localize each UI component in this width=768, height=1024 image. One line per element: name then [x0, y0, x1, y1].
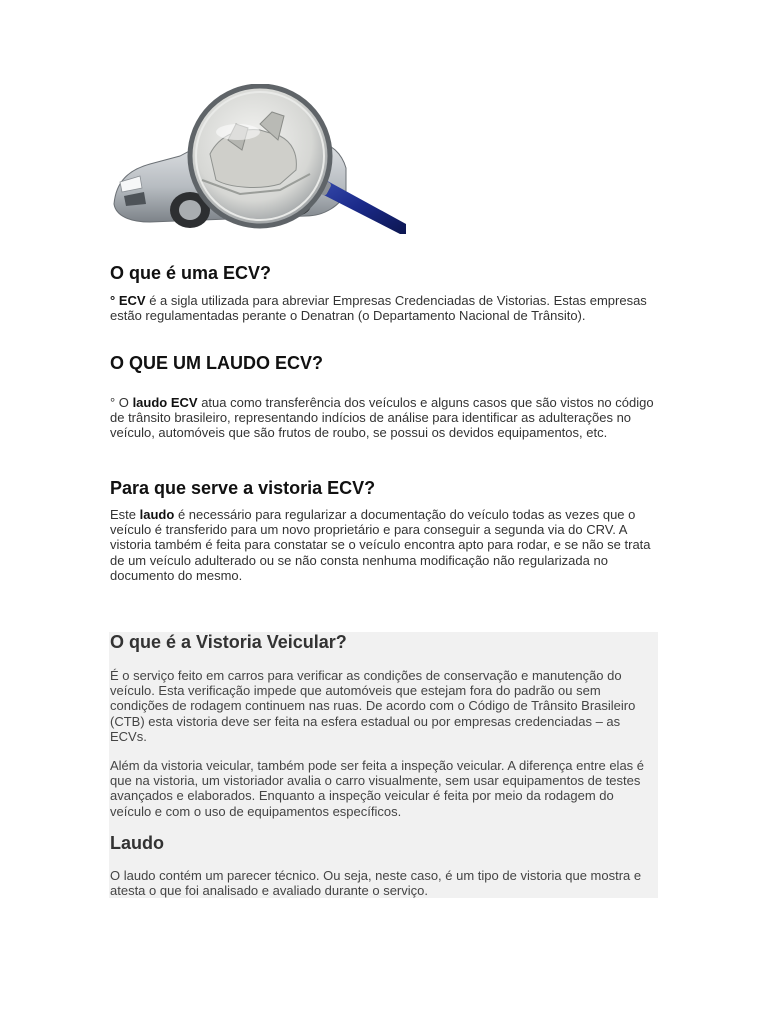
ecv-paragraph — [110, 293, 660, 323]
vistoria-heading: O que é a Vistoria Veicular? — [110, 632, 347, 652]
laudo-heading: Laudo — [110, 833, 164, 853]
ecv-term: ECV — [118, 293, 146, 308]
laudo-ecv-paragraph — [110, 395, 660, 441]
serve-text: é necessário para regularizar a documentação do veículo todas as vezes que o veículo é transferido para um novo proprietário e para conseguir a segunda via do CRV. A vistoria também é feita para constatar se o veículo encontra apto para rodar, e se não se trata de um veículo adulterado ou se não consta nenhuma modificação não regularizada no documento do mesmo. — [110, 507, 651, 583]
car-magnifier-image — [110, 84, 406, 237]
ecv-bullet: ° — [110, 293, 116, 308]
laudo-paragraph: O laudo contém um parecer técnico. Ou seja, neste caso, é um tipo de vistoria que mostra e atesta o que foi analisado e avaliado durante o serviço. — [110, 868, 642, 899]
laudo-ecv-text: atua como transferência dos veículos e alguns casos que são vistos no código de trânsito brasileiro, representando indícios de análise para identificar as adulterações no veículo, automóveis que são frutos de roubo, se possui os devidos equipamentos, etc. — [110, 395, 654, 441]
serve-prefix: Este — [110, 507, 137, 522]
serve-heading: Para que serve a vistoria ECV? — [110, 478, 376, 498]
ecv-text: é a sigla utilizada para abreviar Empresas Credenciadas de Vistorias. Estas empresas estão regulamentadas perante o Denatran (o Departamento Nacional de Trânsito). — [110, 293, 647, 324]
laudo-ecv-heading: O QUE UM LAUDO ECV? — [110, 353, 324, 373]
ecv-heading: O que é uma ECV? — [110, 263, 272, 283]
serve-term: laudo — [139, 507, 175, 522]
laudo-ecv-prefix: ° O — [110, 395, 129, 410]
vistoria-paragraph-1: É o serviço feito em carros para verificar as condições de conservação e manutenção do veículo. Esta verificação impede que automóveis que estejam fora do padrão ou sem condições de rodagem continuem nas ruas. De acordo com o Código de Trânsito Brasileiro (CTB) esta vistoria deve ser feita na esfera estadual ou por empresas credenciadas – as ECVs. — [110, 668, 636, 744]
vistoria-paragraph-2: Além da vistoria veicular, também pode ser feita a inspeção veicular. A diferença entre elas é que na vistoria, um vistoriador avalia o carro visualmente, sem usar equipamentos de testes avançados e elaborados. Enquanto a inspeção veicular é feita por meio da rodagem do veículo e com o uso de equipamentos específicos. — [110, 758, 645, 819]
serve-paragraph — [110, 507, 660, 583]
laudo-ecv-term: laudo ECV — [132, 395, 198, 410]
